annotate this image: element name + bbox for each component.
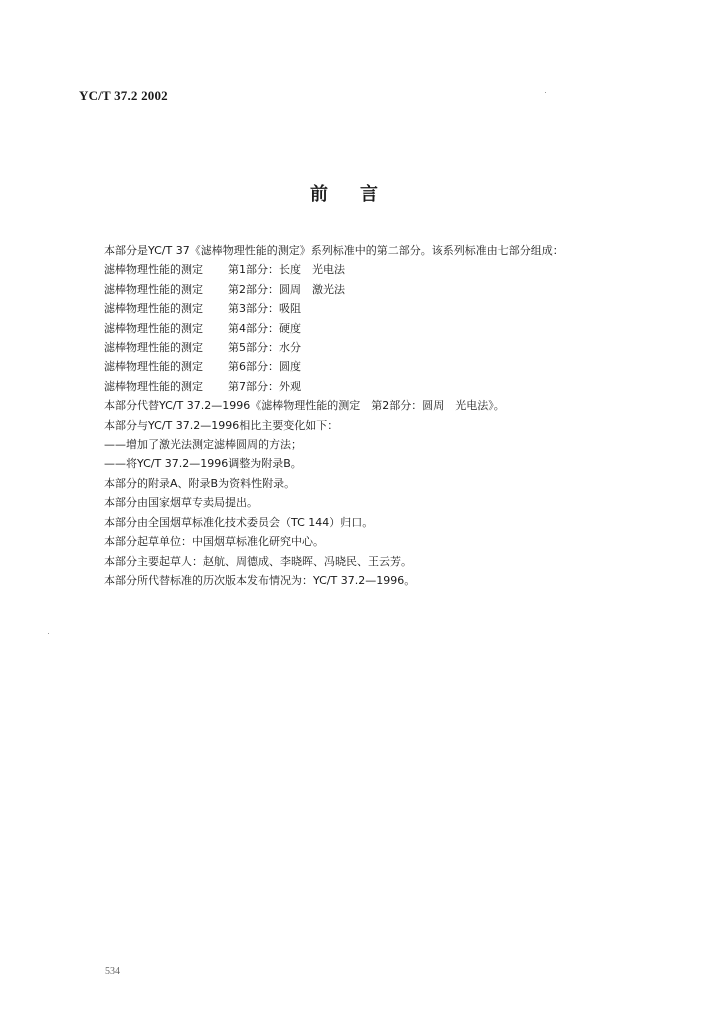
drafters-paragraph: 本部分主要起草人：赵航、周德成、李晓晖、冯晓民、王云芳。 (104, 554, 412, 568)
series-item-name: 滤棒物理性能的测定 (104, 263, 203, 277)
proposer-paragraph: 本部分由国家烟草专卖局提出。 (104, 496, 258, 510)
header-standard-code: YC/T 37.2 2002 (79, 88, 168, 103)
series-item-part: 第7部分：外观 (228, 379, 301, 393)
series-item (104, 338, 664, 357)
series-item-part: 第3部分：吸阻 (228, 302, 301, 316)
scan-speck (545, 92, 546, 93)
series-item-name: 滤棒物理性能的测定 (104, 282, 203, 296)
scan-speck (48, 633, 49, 634)
page-number: 534 (105, 966, 120, 977)
history-paragraph: 本部分所代替标准的历次版本发布情况为：YC/T 37.2—1996。 (104, 573, 416, 587)
page-title: 前言 (310, 184, 410, 205)
series-item-part: 第1部分：长度 光电法 (228, 263, 345, 277)
series-item-part: 第5部分：水分 (228, 341, 301, 355)
series-item-part: 第6部分：圆度 (228, 360, 301, 374)
series-item-name: 滤棒物理性能的测定 (104, 302, 203, 316)
series-item-name: 滤棒物理性能的测定 (104, 341, 203, 355)
series-item-name: 滤棒物理性能的测定 (104, 321, 203, 335)
committee-paragraph: 本部分由全国烟草标准化技术委员会（TC 144）归口。 (104, 515, 374, 529)
drafting-unit-paragraph: 本部分起草单位：中国烟草标准化研究中心。 (104, 535, 324, 549)
series-item-part: 第2部分：圆周 激光法 (228, 282, 345, 296)
series-list (104, 260, 664, 396)
intro-paragraph: 本部分是YC/T 37《滤棒物理性能的测定》系列标准中的第二部分。该系列标准由七部分组成： (104, 244, 564, 257)
annex-paragraph: 本部分的附录A、附录B为资料性附录。 (104, 476, 296, 490)
replaces-paragraph: 本部分代替YC/T 37.2—1996《滤棒物理性能的测定 第2部分：圆周 光电法》。 (104, 399, 505, 413)
series-item-name: 滤棒物理性能的测定 (104, 379, 203, 393)
series-item (104, 377, 664, 396)
series-item (104, 280, 664, 299)
series-item (104, 319, 664, 338)
series-item-name: 滤棒物理性能的测定 (104, 360, 203, 374)
change-item: ——增加了激光法测定滤棒圆周的方法； (104, 438, 302, 452)
foreword-body (104, 241, 664, 590)
changes-intro-paragraph: 本部分与YC/T 37.2—1996相比主要变化如下： (104, 418, 339, 432)
change-item: ——将YC/T 37.2—1996调整为附录B。 (104, 457, 302, 471)
series-item (104, 260, 664, 279)
series-item-part: 第4部分：硬度 (228, 321, 301, 335)
series-item (104, 357, 664, 376)
series-item (104, 299, 664, 318)
